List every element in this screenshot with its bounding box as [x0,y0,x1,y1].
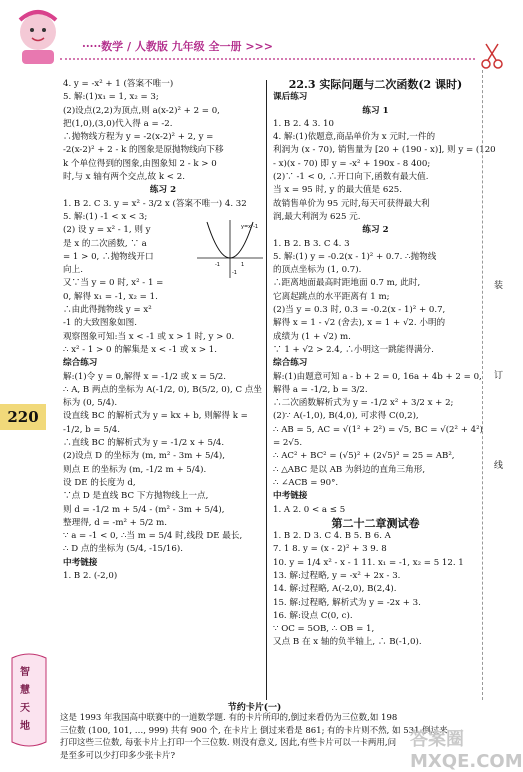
watermark: 答案圈 MXQE.COM [410,729,523,772]
text-line: 三位数 (100, 101, …, 999) 共有 900 个, 在卡片上 倒过来看是 861; 有的卡片则不然, 如 531 倒过来 [60,725,448,736]
page-number: 220 [0,404,46,430]
stamp-char-2: 慧 [20,685,30,696]
text-line: 练习 2 [362,225,389,236]
text-line: k 个单位得到的图象,由图象知 2 - k > 0 [63,158,217,169]
text-line: ∵ a = -1 < 0, ∴当 m = 5/4 时,线段 DE 最长, [63,531,243,542]
text-line: 设直线 BC 的解析式为 y = kx + b, 则解得 k = [63,411,248,422]
svg-text:y=x²-1: y=x²-1 [241,224,259,230]
text-line: 向上. [63,265,83,276]
side-label-order: 订 [492,370,502,379]
text-line: (2)设点 D 的坐标为 (m, m² - 3m + 5/4), [63,451,225,462]
text-line: = 1 > 0, ∴抛物线开口 [63,251,154,262]
text-line: 解:(1)令 y = 0,解得 x = -1/2 或 x = 5/2. [63,371,227,382]
text-line: 润,最大利润为 625 元. [273,211,361,222]
text-line: 22.3 实际问题与二次函数(2 课时) [288,78,463,91]
text-line: 课后练习 [273,92,308,103]
text-line: 是至多可以少打印多少张卡片? [60,750,176,761]
stamp-char-1: 智 [20,667,30,678]
text-line: 4. y = -x² + 1 (答案不唯一) [63,79,174,89]
text-line: 的顶点坐标为 (1, 0.7). [273,265,362,276]
text-line: 中考链接 [63,557,98,568]
text-line: 当 x = 95 时, y 的最大值是 625. [273,185,402,196]
text-line: ∴直线 BC 的解析式为 y = -1/2 x + 5/4. [63,438,225,449]
text-line: ∴距离地面最高时距地面 0.7 m, 此时, [273,278,421,289]
text-line: (2)∵ A(-1,0), B(4,0), 可求得 C(0,2), [273,411,419,422]
text-line: 1. B 2. C 3. y = x² - 3/2 x (答案不唯一) 4. 32 [63,198,247,209]
text-line: 打印这些三位数, 每张卡片上打印一个三位数. 则没有意义, 因此,有些卡片可以一卡两用,问 [60,738,397,748]
text-line: ∵ 1 + √2 > 2.4, ∴小明这一跳能得满分. [273,344,434,355]
text-line: 综合练习 [63,358,98,369]
right-column [273,78,496,650]
column-divider [266,80,267,700]
text-line: 1. B 2. (-2,0) [63,570,118,581]
text-line: (2)当 y = 0.3 时, 0.3 = -0.2(x - 1)² + 0.7, [273,305,446,316]
stamp-char-4: 地 [20,721,30,732]
text-line: 时,与 x 轴有两个交点,故 k < 2. [63,172,185,183]
svg-text:-1: -1 [232,270,237,276]
svg-text:-1: -1 [215,262,220,268]
left-column [63,78,263,583]
text-line: 则点 E 的坐标为 (m, -1/2 m + 5/4). [63,464,207,475]
text-line: -2(x-2)² + 2 - k 的图象是原抛物线向下移 [63,145,224,156]
footer-title: 节约卡片(一) [227,703,282,713]
parabola-graph [195,218,265,280]
text-line: 练习 1 [362,105,389,116]
text-line: ∴ ∠ACB = 90°. [273,477,339,488]
text-line: (2)∵ -1 < 0, ∴开口向下,函数有最大值. [273,172,429,183]
text-line: 1. A 2. 0 < a ≤ 5 [273,504,346,515]
text-line: 10. y = 1/4 x² - x - 1 11. x₁ = -1, x₂ = 5 12. 1 [273,557,464,568]
text-line: 5. 解:(1)x₁ = 1, x₂ = 3; [63,92,159,103]
text-line: 解得 a = -1/2, b = 3/2. [273,384,368,395]
text-line: 故销售单价为 95 元时,每天可获得最大利 [273,198,430,209]
text-line: 标为 (0, 5/4). [63,398,118,409]
text-line: 14. 解:过程略, A(-2,0), B(2,4). [273,584,397,595]
text-line: - x)(x - 70) 即 y = -x² + 190x - 8 400; [273,158,431,169]
text-line: 成绩为 (1 + √2) m. [273,331,351,342]
text-line: -1 的大致图象如图. [63,318,137,329]
cut-line [482,70,483,700]
text-line: 整理得, d = -m² + 5/2 m. [63,517,168,528]
text-line: 第二十二章测试卷 [331,516,420,530]
text-line: 5. 解:(1) -1 < x < 3; [63,211,148,222]
text-line: 解:(1)由题意可知 a - b + 2 = 0, 16a + 4b + 2 = 0, [273,371,482,382]
text-line: 又∵当 y = 0 时, x² - 1 = [63,278,164,289]
text-line: 4. 解:(1)依题意,商品单价为 x 元时,一件的 [273,132,436,143]
text-line: 利润为 (x - 70), 销售量为 [20 + (190 - x)], 则 y = (120 [273,145,496,156]
text-line: 1. B 2. 4 3. 10 [273,118,334,129]
text-line: = 2√5. [273,438,303,449]
text-line: 它离起跳点的水平距离有 1 m; [273,291,390,302]
text-line: ∴由此得抛物线 y = x² [63,305,152,316]
svg-text:1: 1 [241,262,245,268]
text-line: 13. 解:过程略, y = -x² + 2x - 3. [273,570,401,581]
text-line: 观察图象可知:当 x < -1 或 x > 1 时, y > 0. [63,331,235,342]
text-line: 中考链接 [273,491,308,502]
stamp-char-3: 天 [20,703,30,714]
text-line: 15. 解:过程略, 解析式为 y = -2x + 3. [273,597,421,608]
text-line: 又点 B 在 x 轴的负半轴上, ∴ B(-1,0). [273,637,422,648]
side-label-bind: 装 [492,280,502,289]
header-dotted-line [60,58,475,60]
text-line: 5. 解:(1) y = -0.2(x - 1)² + 0.7. ∴抛物线 [273,251,437,262]
text-line: 练习 2 [149,185,177,196]
text-line: 1. B 2. B 3. C 4. 3 [273,238,350,249]
text-line: ∵ OC = 5OB, ∴ OB = 1, [273,624,375,635]
text-line: ∵点 D 是直线 BC 下方抛物线上一点, [63,491,209,502]
text-line: ∴二次函数解析式为 y = -1/2 x² + 3/2 x + 2; [273,398,454,409]
text-line: ∴ AC² + BC² = (√5)² + (2√5)² = 25 = AB², [273,451,455,462]
text-line: ∴ A, B 两点的坐标为 A(-1/2, 0), B(5/2, 0), C 点坐 [63,384,262,395]
text-line: ∴ D 点的坐标为 (5/4, -15/16). [63,544,183,555]
text-line: 是 x 的二次函数, ∵ a [63,238,147,249]
text-line: 16. 解:设点 C(0, c). [273,610,353,621]
text-line: 0, 解得 x₁ = -1, x₂ = 1. [63,291,158,302]
side-label-line: 线 [492,460,502,469]
scissors-icon [478,42,506,72]
text-line: 综合练习 [273,358,308,369]
text-line: 则 d = -1/2 m + 5/4 - (m² - 3m + 5/4), [63,504,225,515]
text-line: ∴ x² - 1 > 0 的解集是 x < -1 或 x > 1. [63,344,217,355]
text-line: (2)设点(2,2)为顶点,则 a(x-2)² + 2 = 0, [63,105,220,116]
text-line: -1/2, b = 5/4. [63,424,120,435]
header-title: ·····数学 / 人教版 九年级 全一册 >>> [82,40,273,53]
text-line: ∴抛物线方程为 y = -2(x-2)² + 2, y = [63,132,214,143]
text-line: 解得 x = 1 - √2 (舍去), x = 1 + √2. 小明的 [273,318,446,329]
text-line: ∴ AB = 5, AC = √(1² + 2²) = √5, BC = √(2² + 4²) [273,424,483,435]
text-line: (2) 设 y = x² - 1, 则 y [63,225,151,236]
page-header [0,0,509,70]
text-line: 把(1,0),(3,0)代入得 a = -2. [63,118,173,129]
text-line: 这是 1993 年我国高中联赛中的一道数学题. 有的卡片所印的,倒过来看仍为三位数,如 198 [60,713,398,723]
text-line: 7. 1 8. y = (x - 2)² + 3 9. 8 [273,544,387,555]
text-line: ∴ △ABC 是以 AB 为斜边的直角三角形, [273,464,426,475]
text-line: 1. B 2. D 3. C 4. B 5. B 6. A [273,531,391,542]
text-line: 设 DE 的长度为 d, [63,477,136,488]
